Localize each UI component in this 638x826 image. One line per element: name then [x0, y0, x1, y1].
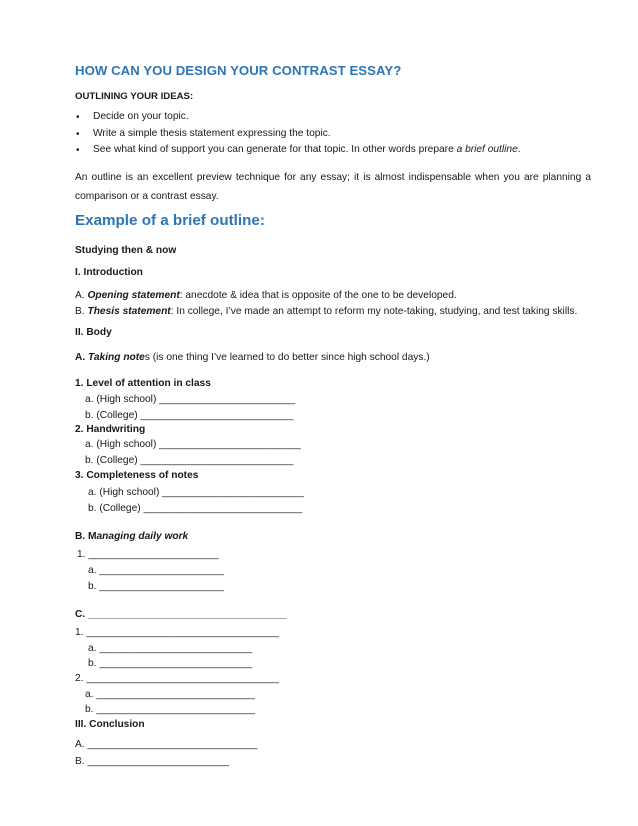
outline-b-item-1: 1. _______________________ — [77, 549, 219, 560]
outline-item-3b: b. (College) ____________________________ — [88, 503, 303, 514]
thesis-statement: B. Thesis statement: In college, I’ve made an attempt to reform my note-taking, studying, and test taking skills. — [75, 306, 578, 317]
outline-c-item-1b: b. ___________________________ — [88, 658, 253, 669]
taking-notes-line: A. Taking notes (is one thing I’ve learned to do better since high school days.) — [75, 352, 430, 363]
outline-item-1b: b. (College) ___________________________ — [85, 410, 294, 421]
outline-title: Studying then & now — [75, 245, 177, 256]
bullet-item-2: Write a simple thesis statement expressing the topic. — [93, 128, 331, 139]
opening-statement: A. Opening statement: anecdote & idea that is opposite of the one to be developed. — [75, 290, 457, 301]
outline-c-item-2: 2. __________________________________ — [75, 673, 279, 684]
intro-paragraph: An outline is an excellent preview technique for any essay; it is almost indispensable when you are planning a comparison or a contrast essay. — [75, 172, 591, 202]
outline-c-item-1a: a. ___________________________ — [88, 643, 253, 654]
conclusion-item-b: B. _________________________ — [75, 756, 230, 767]
bullet-glyph: • — [76, 145, 80, 156]
outlining-heading: OUTLINING YOUR IDEAS: — [75, 91, 194, 102]
outline-item-3a: a. (High school) _________________________ — [88, 487, 304, 498]
outline-c-item-2a: a. ____________________________ — [85, 689, 255, 700]
outline-item-3: 3. Completeness of notes — [75, 470, 199, 481]
managing-daily-work: B. Managing daily work — [75, 531, 189, 542]
conclusion-heading: III. Conclusion — [75, 719, 145, 730]
page-title: HOW CAN YOU DESIGN YOUR CONTRAST ESSAY? — [75, 63, 402, 78]
bullet-item-1: Decide on your topic. — [93, 111, 189, 122]
outline-item-2: 2. Handwriting — [75, 424, 146, 435]
bullet-glyph: • — [76, 129, 80, 140]
outline-b-item-1b: b. ______________________ — [88, 581, 224, 592]
bullet-glyph: • — [76, 112, 80, 123]
outline-c-heading: C. ___________________________________ — [75, 609, 287, 620]
introduction-heading: I. Introduction — [75, 267, 143, 278]
conclusion-item-a: A. ______________________________ — [75, 739, 258, 750]
outline-c-item-2b: b. ____________________________ — [85, 704, 255, 715]
example-heading: Example of a brief outline: — [75, 212, 265, 229]
body-heading: II. Body — [75, 327, 112, 338]
outline-item-1: 1. Level of attention in class — [75, 378, 211, 389]
outline-item-1a: a. (High school) ________________________ — [85, 394, 296, 405]
bullet-item-3: See what kind of support you can generate for that topic. In other words prepare a brief outline. — [93, 144, 521, 155]
outline-c-item-1: 1. __________________________________ — [75, 627, 279, 638]
outline-b-item-1a: a. ______________________ — [88, 565, 224, 576]
outline-item-2b: b. (College) ___________________________ — [85, 455, 294, 466]
outline-item-2a: a. (High school) _________________________ — [85, 439, 301, 450]
